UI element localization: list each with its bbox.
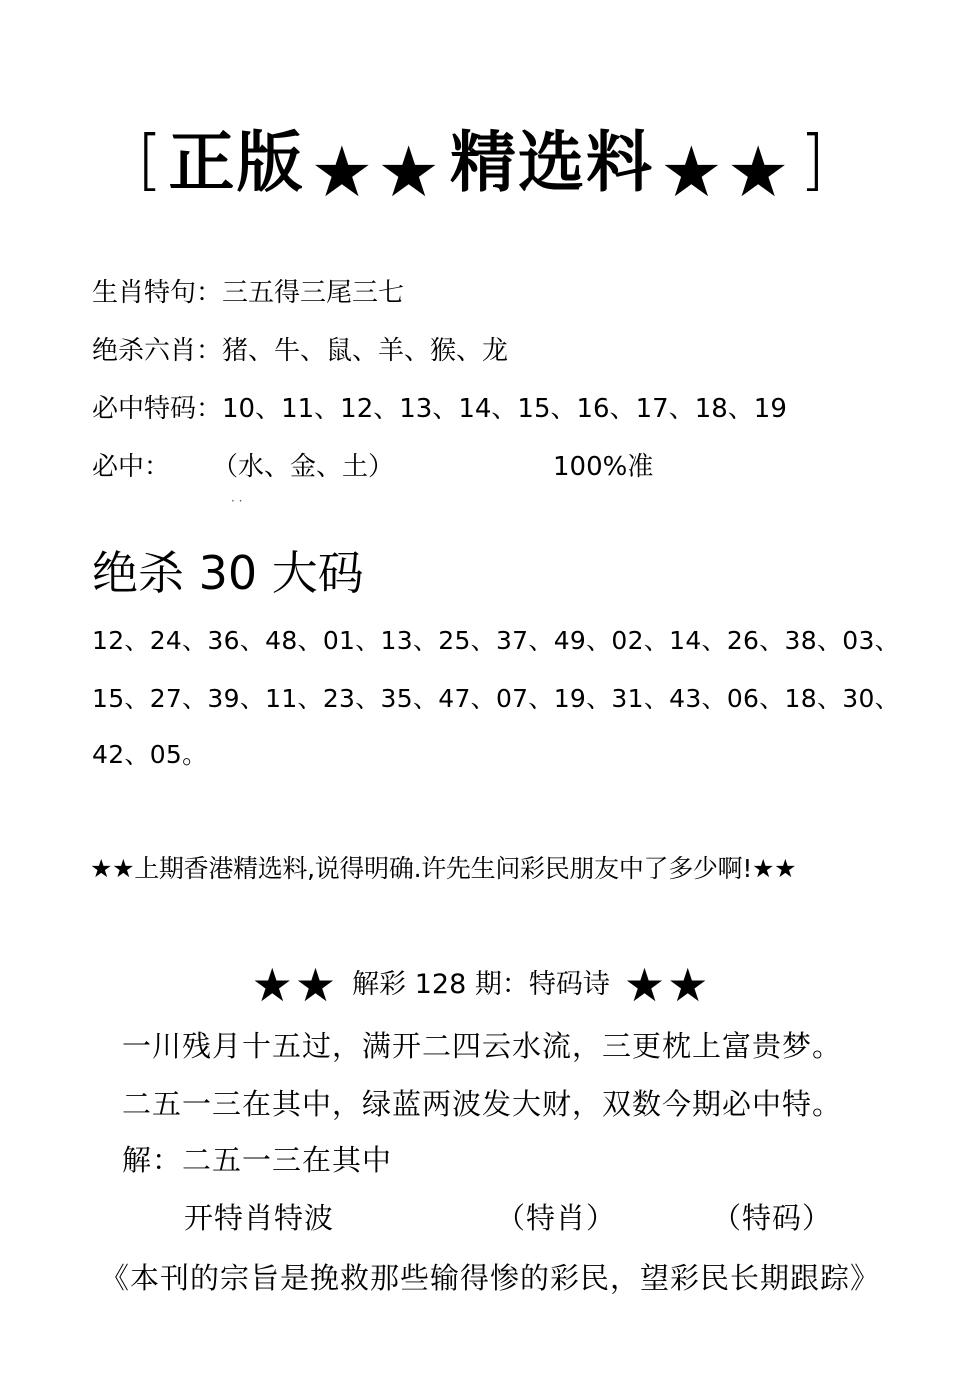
kill-heading: 绝杀 30 大码 — [92, 546, 364, 600]
title-stars-right: ★★ — [660, 131, 794, 213]
bizhong-tema-value: 10、11、12、13、14、15、16、17、18、19 — [222, 394, 787, 424]
poem-line-3: 解：二五一三在其中 — [122, 1143, 393, 1177]
shengxiao-label: 生肖特句： — [92, 278, 223, 308]
jueshao-value: 猪、牛、鼠、羊、猴、龙 — [222, 336, 509, 366]
shengxiao-value: 三五得三尾三七 — [222, 278, 405, 308]
bizhong-tema-line — [92, 392, 787, 426]
title-stars-left: ★★ — [310, 131, 444, 213]
kill-numbers-line-3: 42、05。 — [92, 740, 208, 769]
bizhong-label: 必中： — [92, 452, 171, 482]
kill-numbers-line-2: 15、27、39、11、23、35、47、07、19、31、43、06、18、30、 — [92, 684, 900, 713]
footer-slogan: 《本刊的宗旨是挽救那些输得惨的彩民，望彩民长期跟踪》 — [100, 1261, 881, 1295]
poem-line-1: 一川残月十五过，满开二四云水流，三更枕上富贵梦。 — [122, 1029, 843, 1063]
poem-title-row — [0, 960, 962, 1010]
poem-line-4-c: （特码） — [712, 1201, 833, 1235]
poem-line-4-b: （特肖） — [496, 1201, 617, 1235]
poem-line-2: 二五一三在其中，绿蓝两波发大财，双数今期必中特。 — [122, 1087, 843, 1121]
kill-numbers-line-1: 12、24、36、48、01、13、25、37、49、02、14、26、38、03、 — [92, 626, 900, 655]
title-open-bracket: [ — [136, 121, 163, 198]
jueshao-line — [92, 334, 508, 368]
title-close-bracket: ] — [799, 121, 826, 198]
title-text-jingxuanliao: 精选料 — [450, 124, 654, 201]
page-title — [0, 118, 962, 213]
shengxiao-line — [92, 276, 404, 310]
jueshao-label: 绝杀六肖： — [92, 336, 223, 366]
title-text-zhengban: 正版 — [168, 124, 305, 201]
poem-line-4-a: 开特肖特波 — [184, 1201, 335, 1235]
accuracy-text: 100%准 — [553, 452, 654, 482]
poem-title: 解彩 128 期：特码诗 — [352, 969, 610, 1000]
stray-dots: · · — [231, 494, 243, 508]
bizhong-tema-label: 必中特码： — [92, 394, 223, 424]
last-issue-note: ★★上期香港精选料,说得明确.许先生问彩民朋友中了多少啊!★★ — [90, 854, 797, 883]
poem-stars-right: ★★ — [623, 958, 711, 1012]
bizhong-value: （水、金、土） — [212, 452, 395, 482]
poem-stars-left: ★★ — [251, 958, 339, 1012]
